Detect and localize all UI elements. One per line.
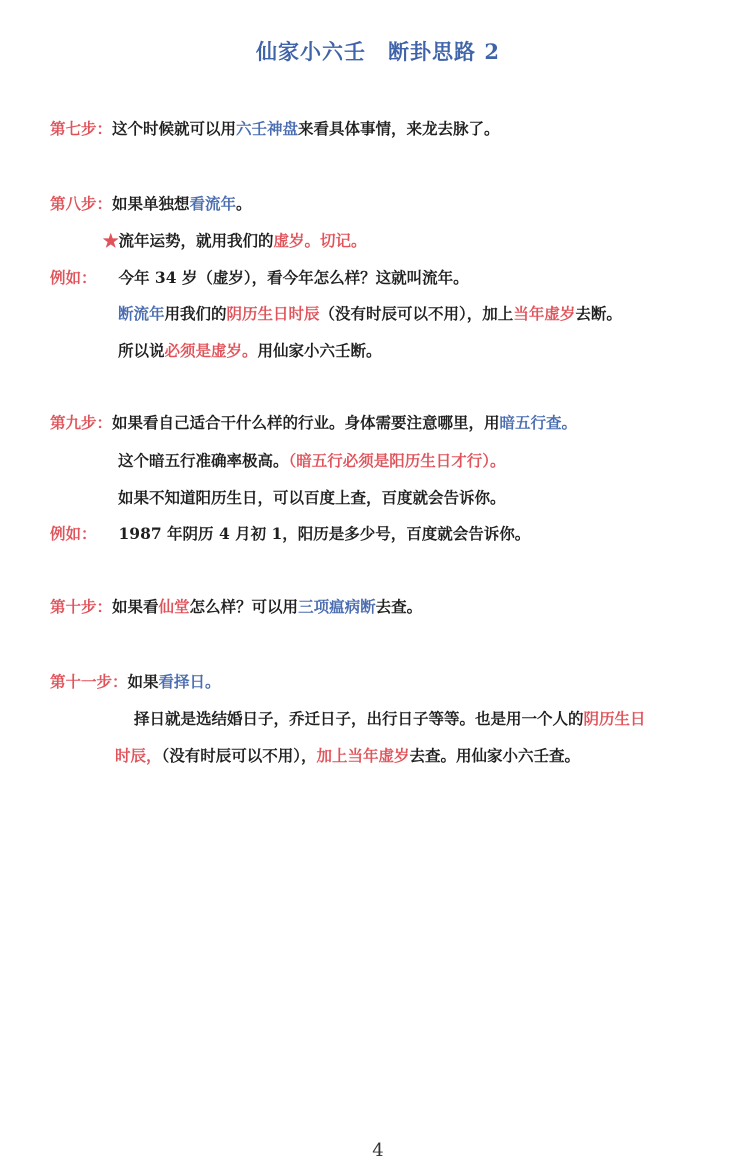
step9-label: 第九步： (50, 413, 113, 432)
step8-example-text-5: 所以说 (118, 341, 165, 360)
step9-example-line (50, 523, 530, 545)
step8-note-highlight: 虚岁。切记。 (273, 231, 367, 250)
step9-example-text: 1987 年阴历 4 月初 1，阳历是多少号，百度就会告诉你。 (118, 524, 531, 543)
step8-label: 第八步： (50, 194, 113, 213)
step11-highlight-3: 时辰， (115, 746, 162, 765)
step8-highlight-1: 看流年 (189, 194, 237, 213)
step9-line-2 (118, 450, 506, 472)
star-icon: ★ (103, 231, 119, 250)
step8-example-highlight-4: 必须是虚岁。 (164, 341, 258, 360)
step8-example-line-1 (50, 267, 469, 289)
step8-text-2: 。 (236, 194, 252, 213)
step8-text-1: 如果单独想 (112, 194, 190, 213)
step7-label: 第七步： (50, 119, 113, 138)
step7-highlight-1: 六壬神盘 (236, 119, 299, 138)
step11-paragraph-line-1 (134, 708, 646, 730)
step10-highlight-2: 三项瘟病断 (298, 597, 376, 616)
step10-text-2: 怎么样？可以用 (189, 597, 299, 616)
step8-example-label: 例如： (50, 268, 97, 287)
step9-highlight-1: 暗五行查。 (499, 413, 578, 432)
step7-text-1: 这个时候就可以用 (112, 119, 237, 138)
step11-label: 第十一步： (50, 672, 128, 691)
step8-example-line-3 (118, 340, 382, 362)
step9-text-1: 如果看自己适合干什么样的行业。身体需要注意哪里，用 (112, 413, 500, 432)
page-title (0, 36, 756, 66)
step8-line (50, 193, 252, 215)
step10-highlight-1: 仙堂 (158, 597, 190, 616)
step10-label: 第十步： (50, 597, 113, 616)
step11-line (50, 671, 221, 693)
step11-highlight-1: 看择日。 (158, 672, 221, 691)
step9-line (50, 412, 577, 434)
step7-text-2: 来看具体事情，来龙去脉了。 (298, 119, 500, 138)
step9-text-2: 这个暗五行准确率极高。 (118, 451, 289, 470)
title-sub: 断卦思路 2 (388, 39, 500, 64)
step8-example-highlight-2: 阴历生日时辰 (226, 304, 320, 323)
step8-example-highlight-3: 当年虚岁 (513, 304, 576, 323)
step10-line (50, 596, 422, 618)
step8-example-text-2: 用我们的 (164, 304, 227, 323)
title-main: 仙家小六壬 (256, 39, 367, 64)
step11-highlight-2: 阴历生日 (583, 709, 646, 728)
step7-line (50, 118, 500, 140)
step11-text-4: 去查。用仙家小六壬查。 (409, 746, 581, 765)
step11-paragraph-line-2 (115, 745, 580, 767)
step9-example-label: 例如： (50, 524, 97, 543)
step11-text-3: （没有时辰可以不用）， (161, 746, 317, 765)
step8-example-line-2 (118, 303, 622, 325)
step8-note-text: 流年运势，就用我们的 (118, 231, 274, 250)
step11-highlight-4: 加上当年虚岁 (316, 746, 410, 765)
step11-text-1: 如果 (127, 672, 159, 691)
step10-text-1: 如果看 (112, 597, 159, 616)
step8-example-text-1: 今年 34 岁（虚岁），看今年怎么样？这就叫流年。 (118, 268, 469, 287)
step10-text-3: 去查。 (375, 597, 423, 616)
step9-text-3: 如果不知道阳历生日，可以百度上查，百度就会告诉你。 (118, 488, 506, 507)
step8-example-text-3: （没有时辰可以不用），加上 (319, 304, 514, 323)
step9-highlight-2: （暗五行必须是阳历生日才行）。 (288, 451, 506, 470)
step9-line-3 (118, 487, 506, 509)
step8-example-highlight-1: 断流年 (118, 304, 165, 323)
step8-note-line (103, 230, 367, 252)
step8-example-text-4: 去断。 (575, 304, 622, 323)
page-number: 4 (372, 1140, 384, 1161)
step8-example-text-6: 用仙家小六壬断。 (257, 341, 382, 360)
step11-text-2: 择日就是选结婚日子，乔迁日子，出行日子等等。也是用一个人的 (134, 709, 584, 728)
